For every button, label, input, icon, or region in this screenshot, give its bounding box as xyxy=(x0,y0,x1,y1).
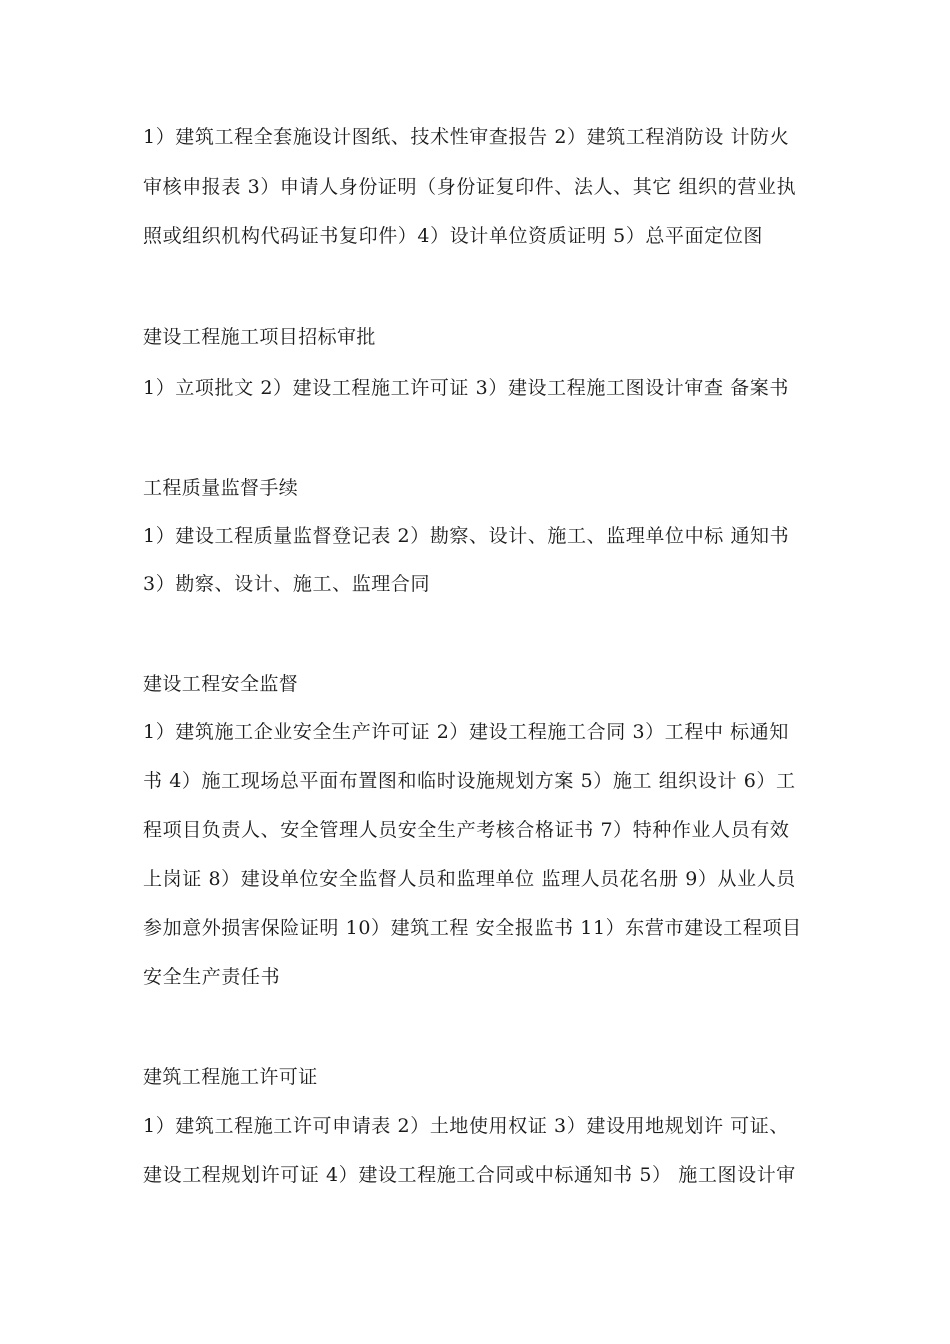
quality-supervision-line-1: 1）建设工程质量监督登记表 2）勘察、设计、施工、监理单位中标 通知书 xyxy=(143,525,790,547)
safety-supervision-line-4: 上岗证 8）建设单位安全监督人员和监理单位 监理人员花名册 9）从业人员 xyxy=(143,868,796,890)
safety-supervision-line-6: 安全生产责任书 xyxy=(143,966,281,988)
safety-supervision-line-5: 参加意外损害保险证明 10）建筑工程 安全报监书 11）东营市建设工程项目 xyxy=(143,917,802,939)
quality-supervision-line-2: 3）勘察、设计、施工、监理合同 xyxy=(143,573,431,595)
section-heading-quality-supervision: 工程质量监督手续 xyxy=(143,477,299,499)
safety-supervision-line-1: 1）建筑施工企业安全生产许可证 2）建设工程施工合同 3）工程中 标通知 xyxy=(143,721,789,743)
section-heading-bidding-approval: 建设工程施工项目招标审批 xyxy=(143,326,376,348)
intro-line-3: 照或组织机构代码证书复印件）4）设计单位资质证明 5）总平面定位图 xyxy=(143,225,764,247)
intro-line-2: 审核申报表 3）申请人身份证明（身份证复印件、法人、其它 组织的营业执 xyxy=(143,176,797,198)
construction-permit-line-1: 1）建筑工程施工许可申请表 2）土地使用权证 3）建设用地规划许 可证、 xyxy=(143,1115,789,1137)
section-heading-safety-supervision: 建设工程安全监督 xyxy=(143,673,299,695)
intro-line-1: 1）建筑工程全套施设计图纸、技术性审查报告 2）建筑工程消防设 计防火 xyxy=(143,126,790,148)
bidding-approval-line-1: 1）立项批文 2）建设工程施工许可证 3）建设工程施工图设计审查 备案书 xyxy=(143,377,789,399)
safety-supervision-line-3: 程项目负责人、安全管理人员安全生产考核合格证书 7）特种作业人员有效 xyxy=(143,819,790,841)
safety-supervision-line-2: 书 4）施工现场总平面布置图和临时设施规划方案 5）施工 组织设计 6）工 xyxy=(143,770,796,792)
construction-permit-line-2: 建设工程规划许可证 4）建设工程施工合同或中标通知书 5） 施工图设计审 xyxy=(143,1164,796,1186)
section-heading-construction-permit: 建筑工程施工许可证 xyxy=(143,1066,318,1088)
